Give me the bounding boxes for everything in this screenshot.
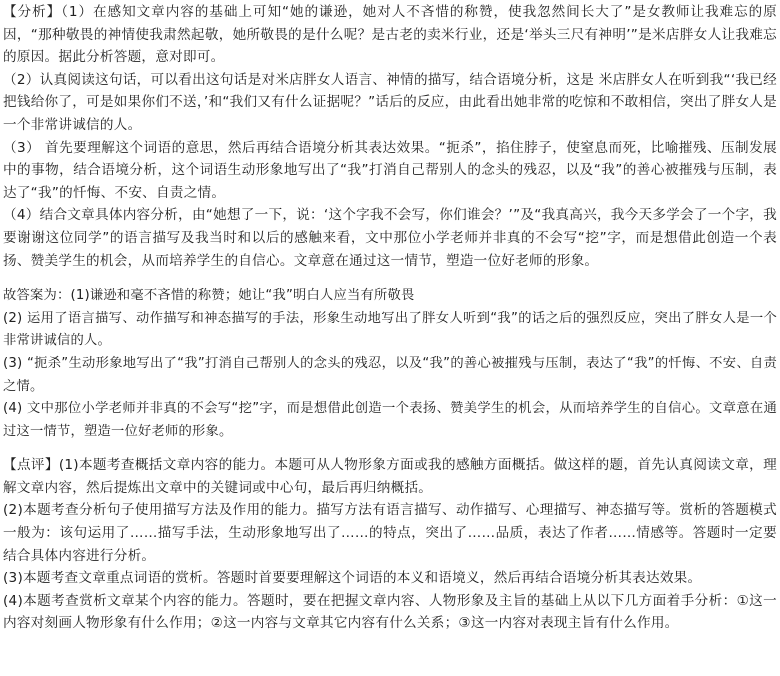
comment-paragraph-1: 【点评】(1)本题考查概括文章内容的能力。本题可从人物形象方面或我的感触方面概括。做这样的题，首先认真阅读文章，理解文章内容，然后提炼出文章中的关键词或中心句，最后再归纳概括。 <box>3 457 777 496</box>
comment-section <box>3 454 777 635</box>
comment-paragraph-4: (4)本题考查赏析文章某个内容的能力。答题时，要在把握文章内容、人物形象及主旨的基础上从以下几方面着手分析：①这一内容对刻画人物形象有什么作用；②这一内容与文章其它内容有什么关系；③这一内容对表现主旨有什么作用。 <box>3 592 777 632</box>
answer-paragraph-2: (2) 运用了语言描写、动作描写和神态描写的手法，形象生动地写出了胖女人听到“我”的话之后的强烈反应，突出了胖女人是一个非常讲诚信的人。 <box>3 310 777 349</box>
section-spacer <box>3 272 777 285</box>
comment-paragraph-2: (2)本题考查分析句子使用描写方法及作用的能力。描写方法有语言描写、动作描写、心理描写、神态描写等。赏析的答题模式一般为：该句运用了……描写手法，生动形象地写出了……的特点，突出了……品质，表达了作者……情感等。答题时一定要结合具体内容进行分析。 <box>3 502 777 564</box>
analysis-paragraph-1: 【分析】（1）在感知文章内容的基础上可知“她的谦逊，她对人不吝惜的称赞，使我忽然间长大了”是女教师让我难忘的原因，“那种敬畏的神情使我肃然起敬，她所敬畏的是什么呢？是古老的卖米行业，还是‘举头三尺有神明’”是米店胖女人让我难忘的原因。据此分析答题，意对即可。 <box>3 4 777 66</box>
analysis-paragraph-3: （3） 首先要理解这个词语的意思，然后再结合语境分析其表达效果。“扼杀”，掐住脖子，使窒息而死，比喻摧残、压制发展中的事物，结合语境分析，这个词语生动形象地写出了“我”打消自己帮别人的念头的残忍，以及“我”的善心被摧残与压制，表达了“我”的忏悔、不安、自责之情。 <box>3 139 777 201</box>
answer-paragraph-3: (3) “扼杀”生动形象地写出了“我”打消自己帮别人的念头的残忍，以及“我”的善心被摧残与压制，表达了“我”的忏悔、不安、自责之情。 <box>3 355 777 394</box>
comment-paragraph-3: (3)本题考查文章重点词语的赏析。答题时首要要理解这个词语的本义和语境义，然后再结合语境分析其表达效果。 <box>3 570 702 587</box>
section-spacer <box>3 443 777 454</box>
answer-paragraph-1: 故答案为：(1)谦逊和毫不吝惜的称赞；她让“我”明白人应当有所敬畏 <box>3 288 415 304</box>
analysis-paragraph-2: （2）认真阅读这句话，可以看出这句话是对米店胖女人语言、神情的描写，结合语境分析，这是 米店胖女人在听到我“‘我已经把钱给你了，可是如果你们不送，’和“我们又有什么证据呢？”话后的反应，由此看出她非常的吃惊和不敢相信，突出了胖女人是一个非常讲诚信的人。 <box>3 71 777 133</box>
answer-section <box>3 285 777 443</box>
analysis-paragraph-4: （4）结合文章具体内容分析，由“她想了一下，说：‘这个字我不会写，你们谁会？’”及“我真高兴，我今天多学会了一个字，我要谢谢这位同学”的语言描写及我当时和以后的感触来看，文中那位小学老师并非真的不会写“挖”字，而是想借此创造一个表扬、赞美学生的机会，从而培养学生的自信心。文章意在通过这一情节，塑造一位好老师的形象。 <box>3 207 777 269</box>
answer-paragraph-4: (4) 文中那位小学老师并非真的不会写“挖”字，而是想借此创造一个表扬、赞美学生的机会，从而培养学生的自信心。文章意在通过这一情节，塑造一位好老师的形象。 <box>3 401 777 439</box>
analysis-section <box>3 1 777 272</box>
